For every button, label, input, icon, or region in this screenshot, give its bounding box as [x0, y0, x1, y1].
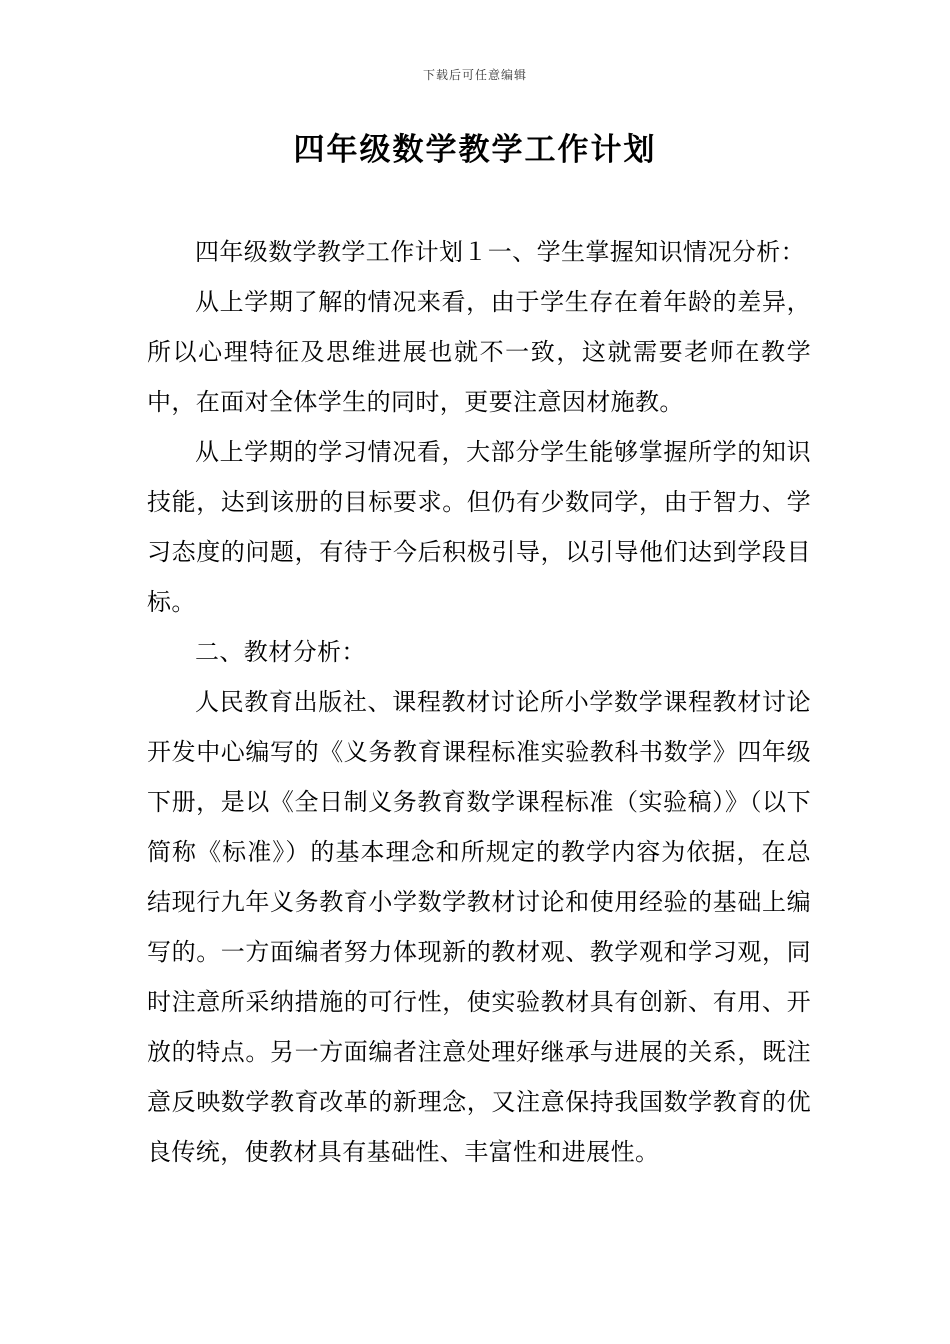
document-body — [147, 227, 811, 1177]
paragraph-analysis-2: 从上学期的学习情况看，大部分学生能够掌握所学的知识技能，达到该册的目标要求。但仍有少数同学，由于智力、学习态度的问题，有待于今后积极引导，以引导他们达到学段目标。 — [147, 438, 811, 616]
section-heading-textbook: 二、教材分析： — [195, 638, 366, 666]
paragraph-intro: 四年级数学教学工作计划１一、学生掌握知识情况分析： — [195, 238, 805, 266]
document-title: 四年级数学教学工作计划 — [293, 132, 657, 168]
paragraph-textbook: 人民教育出版社、课程教材讨论所小学数学课程教材讨论开发中心编写的《义务教育课程标准实验教科书数学》四年级下册，是以《全日制义务教育数学课程标准（实验稿）》（以下简称《标准》）的基本理念和所规定的教学内容为依据，在总结现行九年义务教育小学数学教材讨论和使用经验的基础上编写的。一方面编者努力体现新的教材观、教学观和学习观，同时注意所采纳措施的可行性，使实验教材具有创新、有用、开放的特点。另一方面编者注意处理好继承与进展的关系，既注意反映数学教育改革的新理念，又注意保持我国数学教育的优良传统，使教材具有基础性、丰富性和进展性。 — [147, 688, 811, 1166]
paragraph-analysis-1: 从上学期了解的情况来看，由于学生存在着年龄的差异，所以心理特征及思维进展也就不一致，这就需要老师在教学中，在面对全体学生的同时，更要注意因材施教。 — [147, 288, 811, 416]
header-note: 下载后可任意编辑 — [422, 68, 527, 82]
